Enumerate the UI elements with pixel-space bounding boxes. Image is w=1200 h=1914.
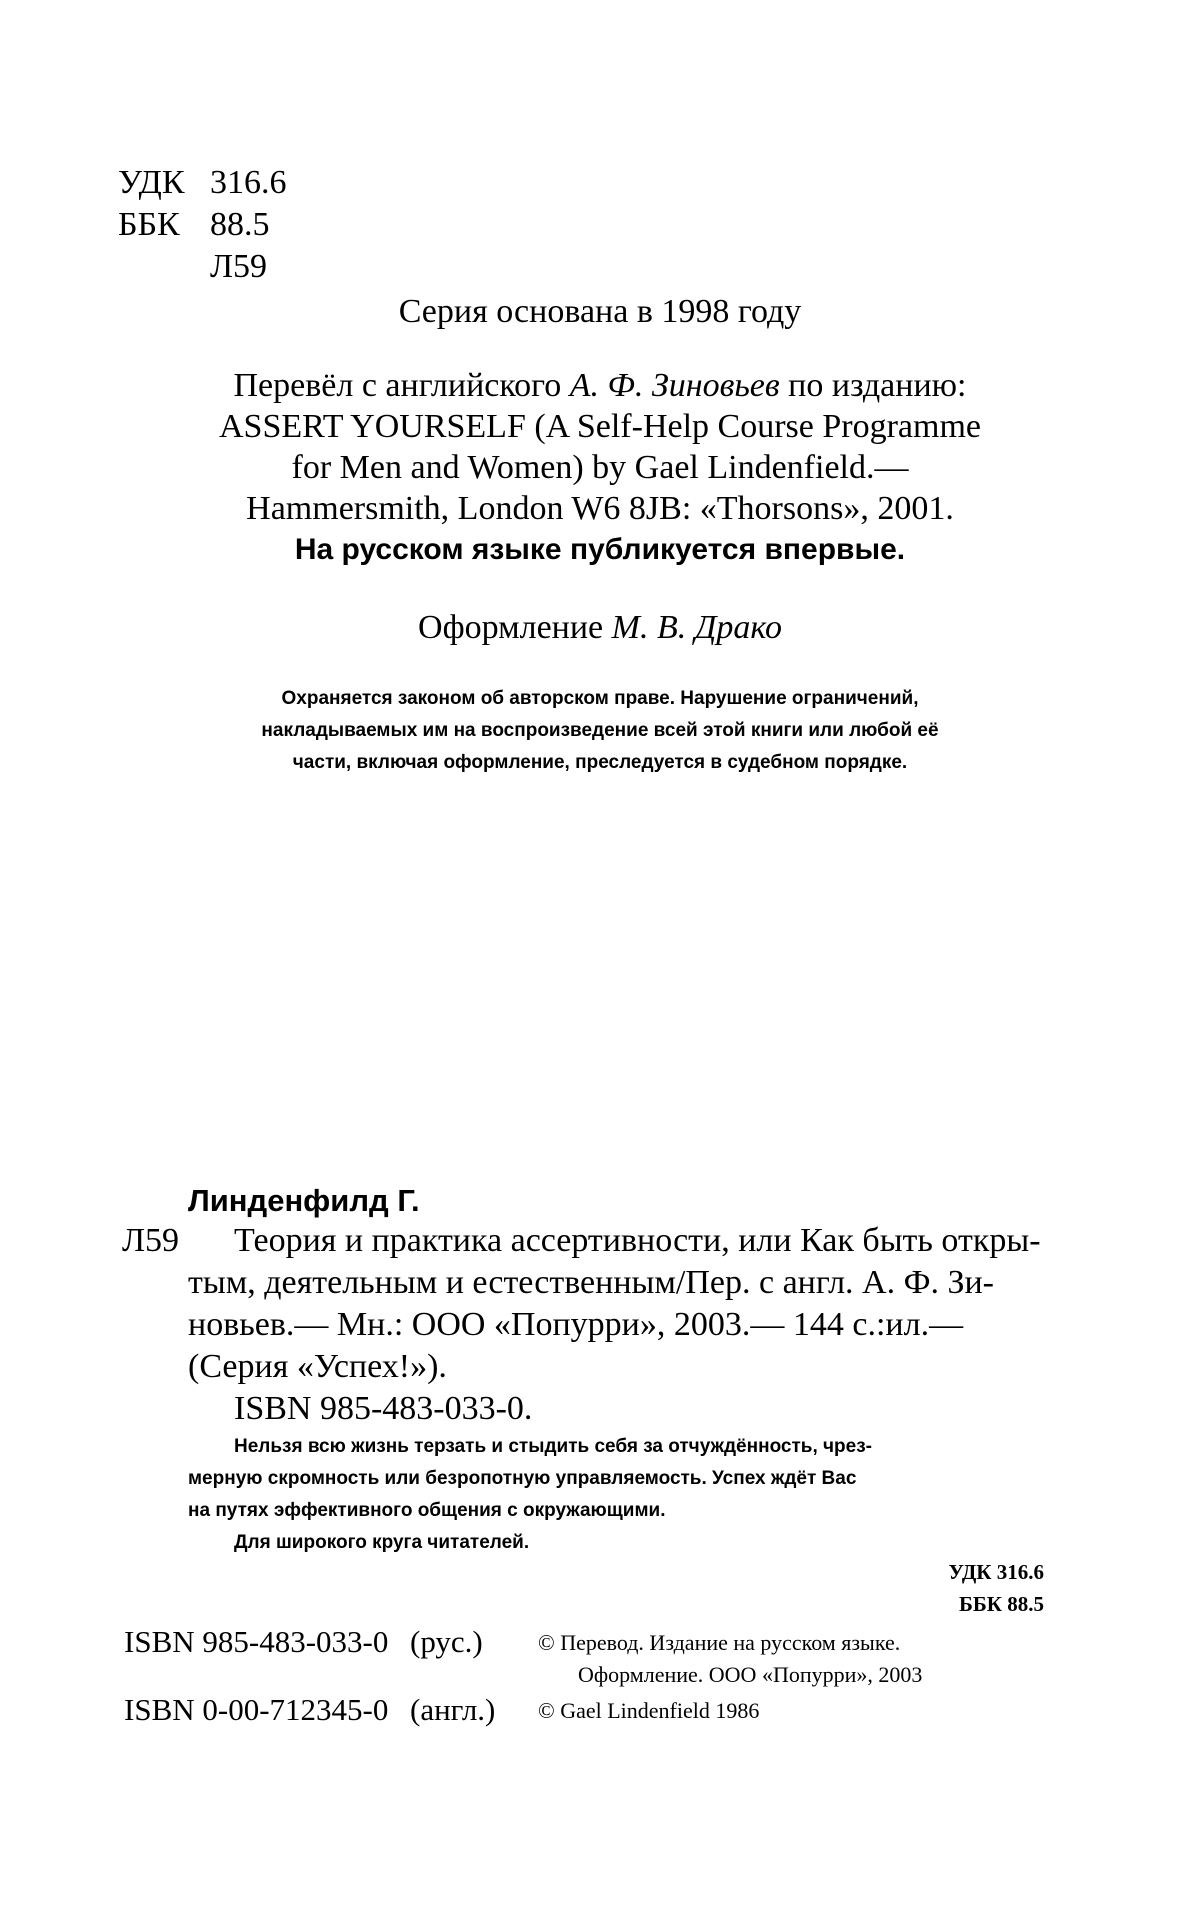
udk-label: УДК: [118, 166, 185, 200]
bibliographic-desc-line: Теория и практика ассертивности, или Как быть откры-: [234, 1224, 1041, 1258]
design-credit: [0, 611, 1200, 645]
translation-line-4: Hammersmith, London W6 8JB: «Thorsons», 2001.: [0, 492, 1200, 526]
bibliographic-desc-line: (Серия «Успех!»).: [188, 1350, 447, 1384]
bibliographic-desc-line: новьев.— Мн.: ООО «Попурри», 2003.— 144 с.:ил.—: [188, 1308, 963, 1342]
imprint-page: [0, 0, 1200, 1914]
isbn-english-code: ISBN 0-00-712345-0: [124, 1692, 388, 1728]
annotation-line: Нельзя всю жизнь терзать и стыдить себя за отчуждённость, чрез-: [234, 1436, 872, 1458]
copyright-notice-line: части, включая оформление, преследуется в судебном порядке.: [0, 752, 1200, 774]
udk-value: 316.6: [210, 166, 287, 200]
annotation-line: на путях эффективного общения с окружающими.: [188, 1500, 666, 1522]
translation-line-2: ASSERT YOURSELF (A Self-Help Course Programme: [0, 410, 1200, 444]
copyright-notice-line: Охраняется законом об авторском праве. Нарушение ограничений,: [0, 688, 1200, 710]
author-sign: Л59: [210, 250, 267, 284]
translation-suffix: по изданию:: [780, 367, 967, 404]
bibliographic-bbk: ББК 88.5: [959, 1592, 1044, 1617]
bbk-label: ББК: [118, 208, 180, 242]
translation-line-5: На русском языке публикуется впервые.: [0, 533, 1200, 567]
copyright-design: Оформление. ООО «Попурри», 2003: [578, 1662, 922, 1688]
copyright-notice-line: накладываемых им на воспроизведение всей этой книги или любой её: [0, 720, 1200, 742]
annotation-line: Для широкого круга читателей.: [234, 1532, 529, 1554]
bibliographic-sign: Л59: [122, 1224, 179, 1258]
isbn-russian-code: ISBN 985-483-033-0: [124, 1624, 388, 1660]
isbn-russian-lang: (рус.): [410, 1624, 483, 1660]
designer-name: М. В. Драко: [612, 609, 782, 646]
translation-line-3: for Men and Women) by Gael Lindenfield.—: [0, 451, 1200, 485]
copyright-translation: © Перевод. Издание на русском языке.: [538, 1630, 900, 1656]
bibliographic-isbn: ISBN 985-483-033-0.: [234, 1392, 532, 1426]
translator-name: А. Ф. Зиновьев: [570, 367, 780, 404]
annotation-line: мерную скромность или безропотную управляемость. Успех ждёт Вас: [188, 1468, 856, 1490]
bibliographic-author: Линденфилд Г.: [188, 1183, 420, 1219]
translation-line-1: [0, 369, 1200, 403]
bibliographic-desc-line: тым, деятельным и естественным/Пер. с англ. А. Ф. Зи-: [188, 1266, 994, 1300]
bibliographic-udk: УДК 316.6: [949, 1560, 1044, 1585]
isbn-english-lang: (англ.): [410, 1692, 495, 1728]
copyright-original: © Gael Lindenfield 1986: [538, 1698, 759, 1724]
series-note: Серия основана в 1998 году: [0, 295, 1200, 329]
bbk-value: 88.5: [210, 208, 270, 242]
translation-prefix: Перевёл с английского: [233, 367, 569, 404]
design-prefix: Оформление: [418, 609, 612, 646]
